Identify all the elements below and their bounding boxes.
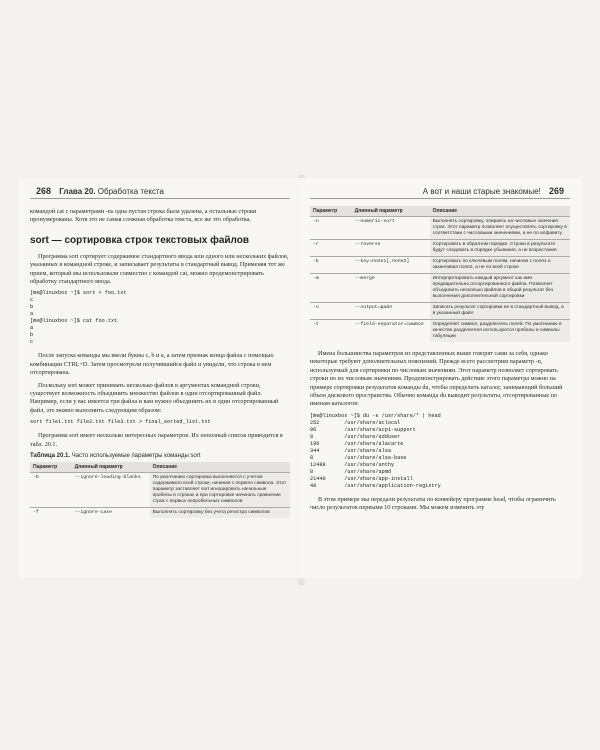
page-number-right: 269 — [548, 186, 564, 196]
description-cell: Сортировать по ключевым полям, начиная с поля1 и заканчивая поле2, а не по всей строке — [430, 257, 570, 274]
option-cell: -o — [310, 303, 352, 320]
option-cell: -f — [30, 508, 72, 519]
section-title: sort — сортировка строк текстовых файлов — [30, 234, 250, 246]
description-cell: По умолчанию сортировка выполняется с учетом содержимого всей строки, начиная с первого символа. Этот параметр заставляет sort игнорировать начальные пробелы в строках и при сортировке начинать сравнение строк с первых непробельных символов — [150, 473, 290, 508]
table-header-description: Описание — [430, 206, 570, 217]
code-block-du-output: [me@linuxbox ~]$ du -s /usr/share/* | head 252 /usr/share/aclocal 96 /usr/share/acpi-support 8 /usr/share/adduser 196 /usr/share/alacarte 344 /usr/share/alsa 8 /usr/share/alsa-base 12488 /usr/share/anthy 8 /usr/share/apmd 21440 /usr/share/app-install 48 /usr/share/application-registry — [310, 412, 441, 489]
sort-options-table-left — [30, 462, 290, 518]
header-rule-right — [310, 198, 570, 199]
right-page-header — [423, 186, 570, 196]
sort-paragraph-3: Поскольку sort может принимать несколько файлов в аргументах командной строки, существует возможность объединить множество файлов в один отсортированный файл. Например, если у вас имеется три файла и вам нужно объединить их в один отсортированный файл, это можно выполнить следующим образом: — [30, 381, 279, 414]
left-page — [18, 178, 300, 578]
right-page-content — [310, 206, 570, 517]
page-number-left: 268 — [36, 186, 52, 196]
long-option-cell: --ignore-case — [72, 508, 150, 519]
description-cell: Записать результат сортировки не в стандартный вывод, а в указанный файл — [430, 303, 570, 320]
code-block-merge-files: sort file1.txt file2.txt file3.txt > final_sorted_list.txt — [30, 419, 211, 426]
long-option-cell: --reverse — [352, 240, 430, 257]
sort-options-table-right — [310, 206, 570, 342]
long-option-cell: --output=файл — [352, 303, 430, 320]
description-cell: Сортировать в обратном порядке. Строки в результате будут следовать в порядке убывания, а не возрастания — [430, 240, 570, 257]
table-row — [310, 303, 570, 320]
table-row — [310, 320, 570, 343]
table-header-option: Параметр — [30, 462, 72, 473]
table-row — [310, 257, 570, 274]
long-option-cell: --ignore-leading-blanks — [72, 473, 150, 508]
description-cell: Интерпретировать каждый аргумент как имя предварительно отсортированного файла. Позволяет объединить несколько файлов в общий результат без выполнения дополнительной сортировки — [430, 274, 570, 303]
chapter-title: Обработка текста — [97, 187, 164, 196]
sort-paragraph-1: Программа sort сортирует содержимое стандартного ввода или одного или нескольких файлов, указанных в командной строке, и записывает результаты в стандартный вывод. Применяя тот же прием, который мы использовали совместно с командой cat, можно продемонстрировать обработку стандартного ввода. — [30, 252, 289, 286]
long-option-cell: --field-separator=символ — [352, 320, 430, 343]
table-header-long-option: Длинный параметр — [72, 462, 150, 473]
option-cell: -k — [310, 257, 352, 274]
table-row — [310, 217, 570, 240]
intro-paragraph: командой cat с параметрами -ns одна пустая строка была удалена, а остальные строки пронумерованы. Хотя это не самая сложная обработка текста, все же это обработка. — [30, 208, 257, 224]
chapter-label: Глава 20. — [59, 187, 96, 196]
table-caption — [30, 453, 290, 459]
table-header-description: Описание — [150, 462, 290, 473]
option-cell: -r — [310, 240, 352, 257]
table-caption-label: Таблица 20.1. — [30, 453, 71, 460]
sort-paragraph-4: Программа sort имеет несколько интересных параметров. Их неполный список приводится в табл. 20.1. — [30, 432, 283, 448]
long-option-cell: --merge — [352, 274, 430, 303]
head-paragraph: В этом примере мы передали результаты по конвейеру программе head, чтобы ограничить число результатов первыми 10 строками. Мы можем изменить эту — [310, 495, 556, 512]
right-page — [300, 178, 582, 578]
table-header-long-option: Длинный параметр — [352, 206, 430, 217]
table-row — [310, 240, 570, 257]
running-title: А вот и наши старые знакомые! — [422, 187, 541, 196]
table-row — [30, 508, 290, 519]
table-row — [310, 274, 570, 303]
long-option-cell: --numeric-sort — [352, 217, 430, 240]
option-cell: -m — [310, 274, 352, 303]
left-page-header — [30, 186, 164, 196]
option-cell: -t — [310, 320, 352, 343]
description-cell: Выполнять сортировку без учета регистра символов — [150, 508, 290, 519]
code-block-sort-example: [me@linuxbox ~]$ sort > foo.txt c b a [me@linuxbox ~]$ cat foo.txt a b c — [30, 290, 127, 346]
du-paragraph: Имена большинства параметров из представленных выше говорят сами за себя, однако некоторые требуют дополнительных пояснений. Прежде всего рассмотрим параметр -n, используемый для сортировки по числовым значениям. Этот параметр позволяет сортировать строки по их числовым значениям. Продемонстрировать действие этого параметра можно на примере сортировки результатов команды du, чтобы определить каталог, занимающий больший объем дискового пространства. Обычно команда du выводит результаты, отсортированные по именам каталогов: — [310, 350, 563, 408]
option-cell: -b — [30, 473, 72, 508]
table-header-option: Параметр — [310, 206, 352, 217]
long-option-cell: --key=поле1[,поле2] — [352, 257, 430, 274]
option-cell: -n — [310, 217, 352, 240]
table-caption-text: Часто используемые параметры команды sort — [71, 453, 201, 460]
description-cell: Определяет символ, разделитель полей. По умолчанию в качестве разделителя используются пробелы и символы табуляции — [430, 320, 570, 343]
header-rule-left — [30, 198, 290, 199]
left-page-content — [30, 208, 290, 518]
table-row — [30, 473, 290, 508]
description-cell: Выполнять сортировку, опираясь на числовые значения строк. Этот параметр позволяет осуществлять сортировку в соответствии с числовыми значениями, а не по алфавиту — [430, 217, 570, 240]
sort-paragraph-2: После запуска команды мы ввели буквы c, b и a, а затем признак конца файла с помощью комбинации CTRL+D. Затем просмотрели получившийся файл и увидели, что строка в нем отсортирована. — [30, 352, 274, 377]
